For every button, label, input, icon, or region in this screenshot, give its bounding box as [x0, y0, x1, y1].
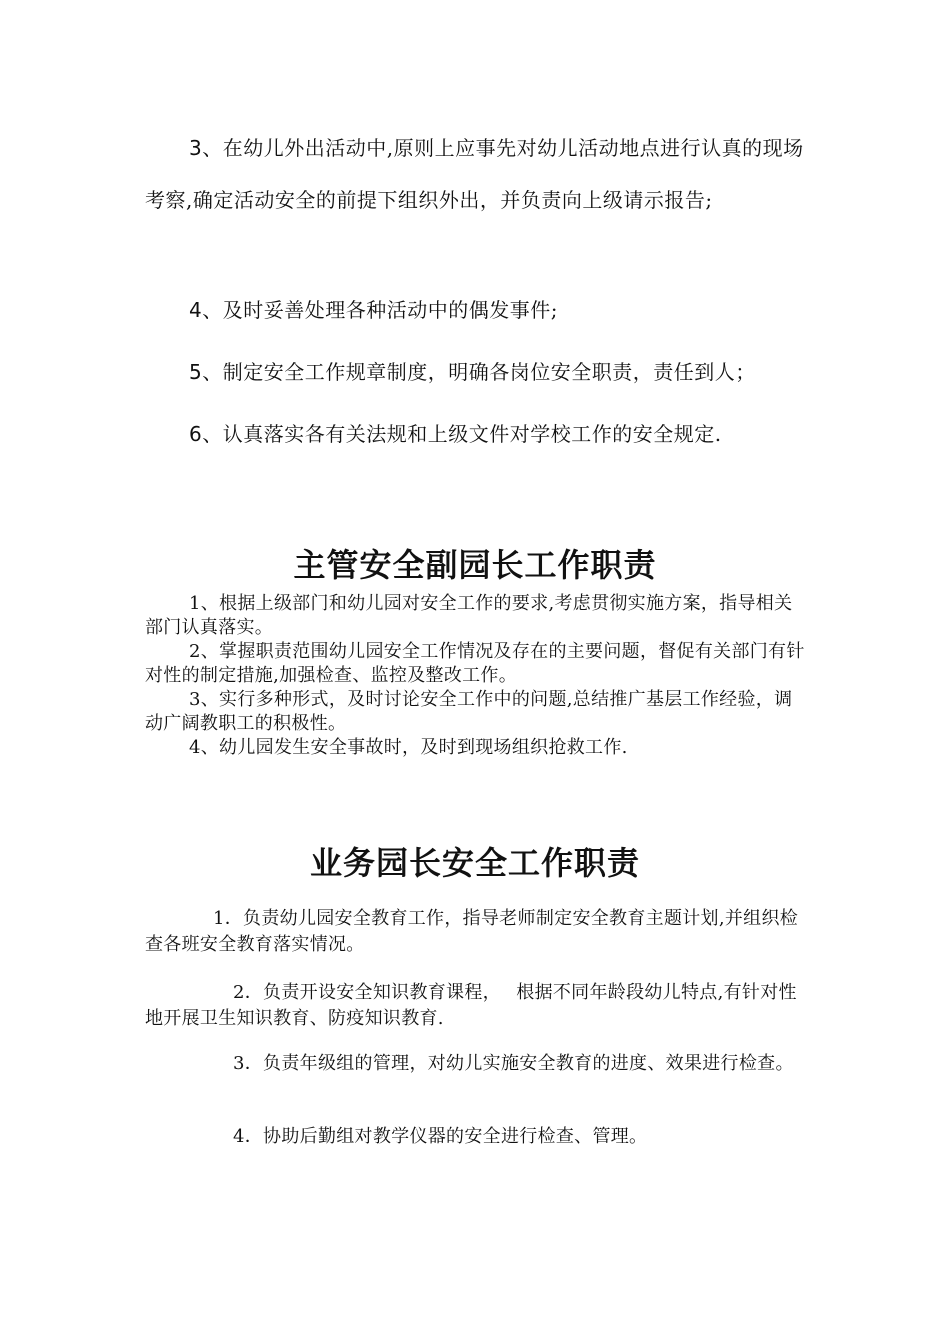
paragraph-item: 3．负责年级组的管理，对幼儿实施安全教育的进度、效果进行检查。: [233, 1053, 794, 1074]
item-text: 、制定安全工作规章制度，明确各岗位安全职责，责任到人；: [202, 360, 756, 384]
item-text: 、在幼儿外出活动中,原则上应事先对幼儿活动地点进行认真的现场考察,确定活动安全的前提下组织外出，并负责向上级请示报告;: [145, 136, 804, 212]
paragraph-item: 4．协助后勤组对教学仪器的安全进行检查、管理。: [233, 1126, 648, 1147]
paragraph-item-4: [145, 284, 810, 336]
paragraph-item: 2．负责开设安全知识教育课程， 根据不同年龄段幼儿特点,有针对性地开展卫生知识教育、防疫知识教育.: [145, 982, 797, 1029]
paragraph-item: 4、幼儿园发生安全事故时，及时到现场组织抢救工作.: [189, 737, 628, 758]
paragraph-item: 3、实行多种形式，及时讨论安全工作中的问题,总结推广基层工作经验，调动广阔教职工的积极性。: [145, 689, 793, 734]
paragraph-item: 1．负责幼儿园安全教育工作，指导老师制定安全教育主题计划,并组织检查各班安全教育落实情况。: [145, 908, 799, 955]
item-number: 4: [189, 298, 203, 322]
paragraph-item-5: [145, 346, 810, 398]
item-number: 6: [189, 422, 203, 446]
paragraph-item: 2、掌握职责范围幼儿园安全工作情况及存在的主要问题，督促有关部门有针对性的制定措施,加强检查、监控及整改工作。: [145, 641, 805, 686]
item-number: 3: [189, 136, 203, 160]
paragraph-item-6: [145, 408, 810, 460]
section-title-deputy-principal: 主管安全副园长工作职责: [293, 546, 657, 584]
item-text: 、及时妥善处理各种活动中的偶发事件;: [202, 298, 558, 322]
item-text: 、认真落实各有关法规和上级文件对学校工作的安全规定.: [202, 422, 722, 446]
paragraph-item-3: [145, 122, 810, 226]
paragraph-item: 1、根据上级部门和幼儿园对安全工作的要求,考虑贯彻实施方案，指导相关部门认真落实。: [145, 593, 793, 638]
section-title-business-principal: 业务园长安全工作职责: [309, 844, 640, 882]
item-number: 5: [189, 360, 203, 384]
